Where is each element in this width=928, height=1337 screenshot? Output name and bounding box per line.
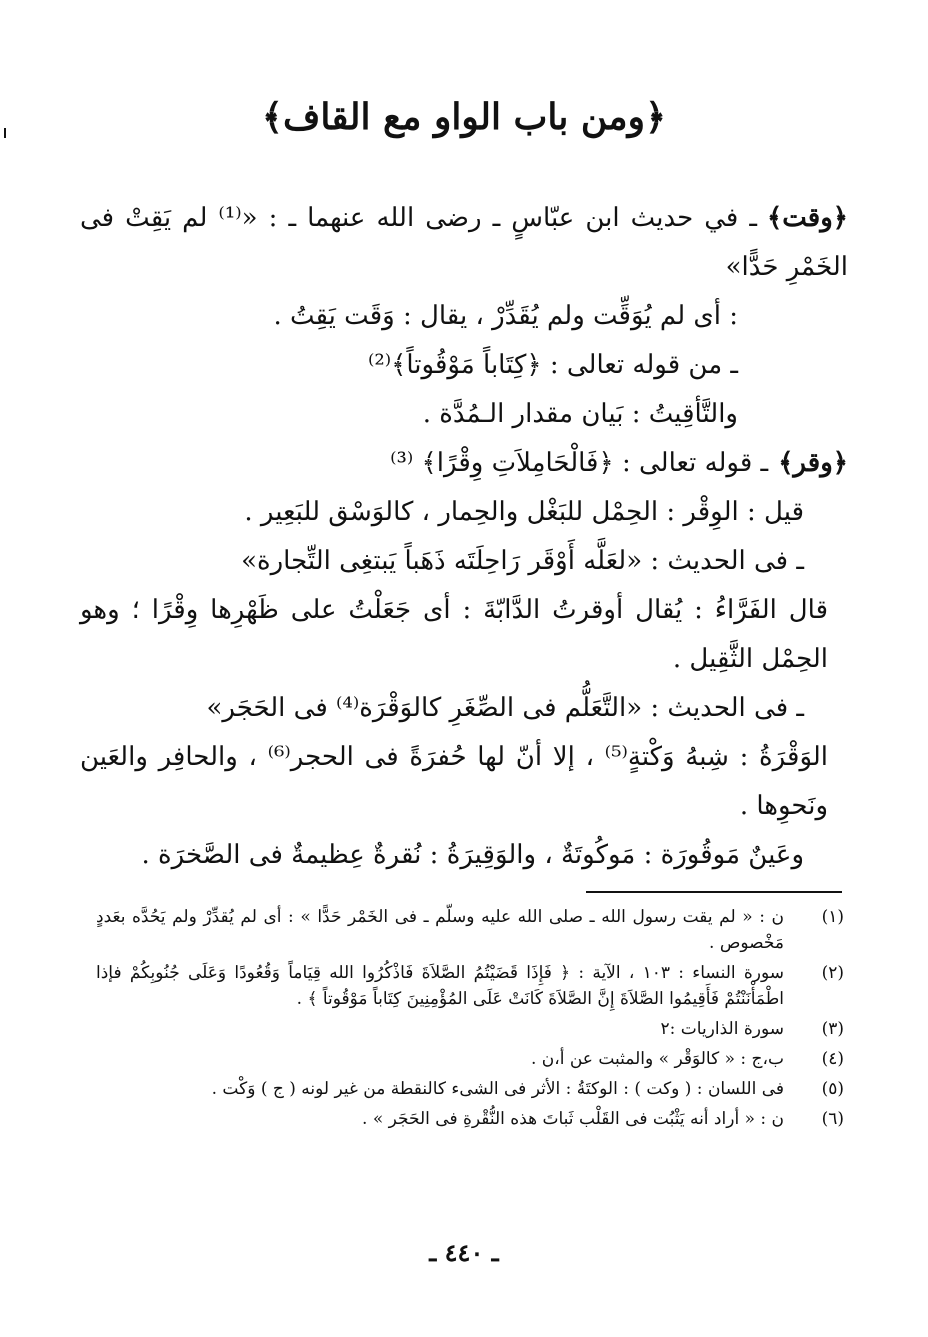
entry-waqt [80,194,848,292]
footnotes [96,904,844,1136]
page-number: ـ ٤٤٠ ـ [429,1238,499,1267]
chapter-title: ﴿ومن باب الواو مع القاف﴾ [261,96,667,138]
footnote-text: ب،ج : « كالوَقْر » والمثبت عن أ،ن . [530,1049,784,1069]
entry-line [80,831,848,880]
footnote [96,1076,844,1102]
entry-text: ـ من قوله تعالى : ﴿كِتَاباً مَوْقُوتاً﴾⁽²⁾ [367,350,738,380]
entry-line [80,341,848,390]
entry-line [80,390,848,439]
headword-waqr: ﴿وقر﴾ [778,448,848,478]
footnote [96,904,844,956]
footnote-number: (٤) [821,1049,844,1069]
entry-line [80,292,848,341]
entry-text: ـ فى الحديث : «التَّعَلُّم فى الصِّغَرِ كالوَقْرَة⁽⁴⁾ فى الحَجَر» [206,693,804,723]
entry-line [80,586,848,684]
entry-text: ـ في حديث ابن عبّاسٍ ـ رضى الله عنهما ـ : «⁽¹⁾ لم يَقِتْ فى الخَمْرِ حَدًّا» [80,203,848,282]
footnote [96,960,844,1012]
footnote-text: ن : « أراد أنه يَثْبُت فى القَلْب ثَباتَ هذه النُّقْرةِ فى الحَجَر » . [362,1109,784,1129]
entry-text: والتَّأقِيتُ : بَيان مقدار الـمُدَّة . [422,399,738,429]
entry-text: وعَينٌ مَوقُورَة : مَوكُوتَةٌ ، والوَقِيرَةُ : نُقرةٌ عِظيمةٌ فى الصَّخرَة . [141,840,804,870]
footnote [96,1046,844,1072]
main-text [80,194,848,880]
footnote-separator [586,891,842,893]
footnote-text: سورة النساء : ١٠٣ ، الآية : ﴿ فَإِذَا قَضَيْتُمُ الصَّلاَةَ فَاذْكُرُوا الله قِيَاماً وَقُعُودًا وَعَلَى جُنُوبِكُمْ فإذا اطْمَأْنَنْتُمْ فَأَقِيمُوا الصَّلاَةَ إِنَّ الصَّلاَةَ كَانَتْ عَلَى المُؤْمِنِينَ كِتَاباً مَوْقُوتاً ﴾ . [96,963,785,1009]
entry-text: قيل : الوِقْر : الحِمْل للبَغْل والحِمار ، كالوَسْق للبَعِير . [244,497,804,527]
entry-text: : أى لم يُوَقِّت ولم يُقَدِّرْ ، يقال : وَقَت يَقِتُ . [273,301,738,331]
entry-text: قال الفَرَّاءُ : يُقال أوقرتُ الدَّابّةَ : أى جَعَلْتُ على ظَهْرِها وِقْرًا ؛ وهو الحِمْل الثَّقِيل . [80,595,828,674]
footnote-number: (٦) [821,1109,844,1129]
footnote-number: (٢) [821,963,844,983]
footnote-text: سورة الذاريات :٢ [660,1019,784,1039]
footnote-number: (١) [821,907,844,927]
footnote [96,1106,844,1132]
headword-waqt: ﴿وقت﴾ [767,203,848,233]
footnote [96,1016,844,1042]
entry-waqr [80,439,848,488]
entry-line [80,733,848,831]
entry-line [80,488,848,537]
entry-line [80,537,848,586]
footnote-number: (٥) [821,1079,844,1099]
entry-text: ـ فى الحديث : «لعَلَّه أَوْقَر رَاحِلَتَه ذَهَباً يَبتغِى التِّجارة» [241,546,804,576]
footnote-text: ن : « لم يقت رسول الله ـ صلى الله عليه وسلّم ـ فى الخَمْر حَدًّا » : أى لم يُقدِّرْ ولم يَحُدَّه بعَددٍ مَخْصوص . [96,907,784,953]
entry-line [80,684,848,733]
entry-text: الوَقْرَةُ : شِبهُ وَكْتةٍ⁽⁵⁾ ، إلا أنّ لها حُفرَةً فى الحجر⁽⁶⁾ ، والحافِر والعَين ونَحوِها . [80,742,829,821]
footnote-text: فى اللسان : ( وكت ) : الوكتَةُ : الأثر فى الشىء كالنقطة من غير لونه ( ج ) وَكْت . [211,1079,784,1099]
footnote-number: (٣) [821,1019,844,1039]
entry-text: ـ قوله تعالى : ﴿فَالْحَامِلاَتِ وِقْرًا﴾ ⁽³⁾ [390,448,769,478]
